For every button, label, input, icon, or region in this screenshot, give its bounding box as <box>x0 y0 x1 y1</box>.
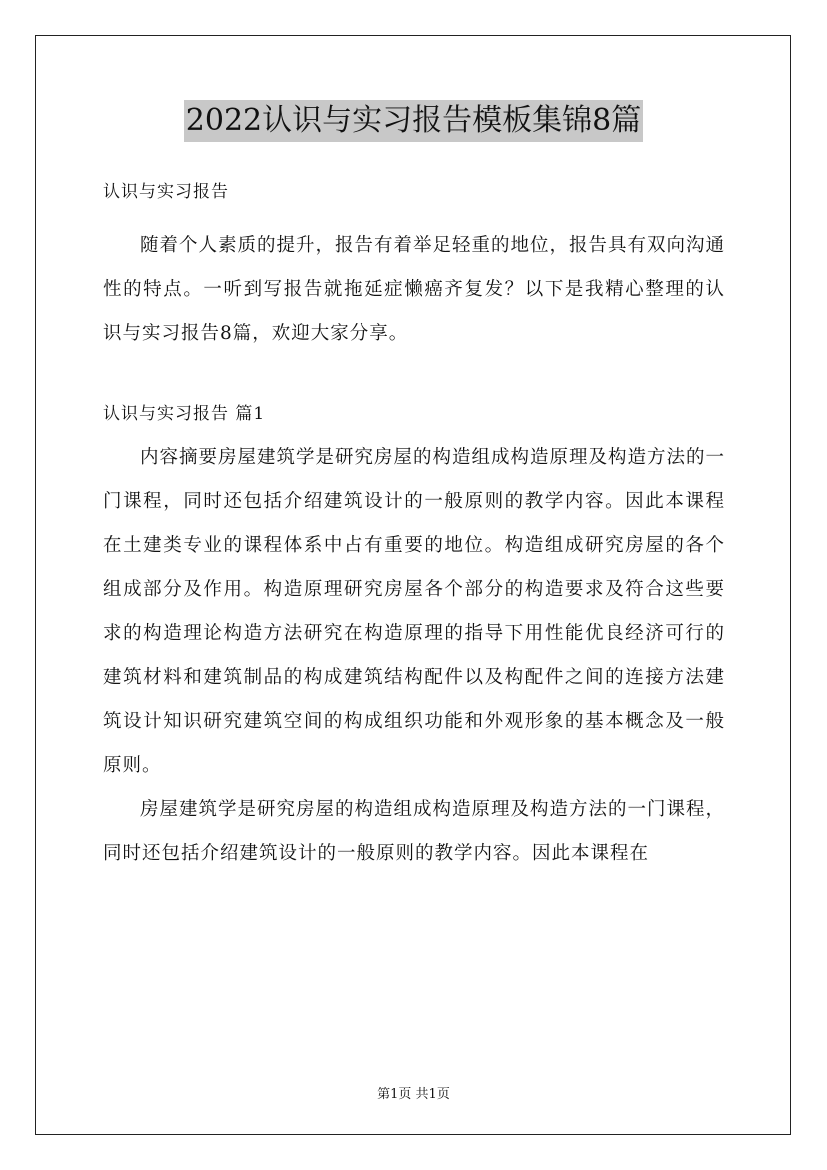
section-1-paragraph-2: 房屋建筑学是研究房屋的构造组成构造原理及构造方法的一门课程，同时还包括介绍建筑设计的一般原则的教学内容。因此本课程在 <box>103 799 726 864</box>
document-title: 2022认识与实习报告模板集锦8篇 <box>184 100 643 142</box>
page-footer: 第1页 共1页 <box>377 1087 450 1102</box>
spacer <box>103 356 725 392</box>
intro-heading: 认识与实习报告 <box>103 182 229 202</box>
title-area <box>0 100 827 142</box>
section-1-heading: 认识与实习报告 篇1 <box>103 404 266 424</box>
document-body <box>103 170 725 876</box>
section-1-paragraph-1: 内容摘要房屋建筑学是研究房屋的构造组成构造原理及构造方法的一门课程，同时还包括介绍建筑设计的一般原则的教学内容。因此本课程在土建类专业的课程体系中占有重要的地位。构造组成研究房屋的各个组成部分及作用。构造原理研究房屋各个部分的构造要求及符合这些要求的构造理论构造方法研究在构造原理的指导下用性能优良经济可行的建筑材料和建筑制品的构成建筑结构配件以及构配件之间的连接方法建筑设计知识研究建筑空间的构成组织功能和外观形象的基本概念及一般原则。 <box>103 447 726 776</box>
intro-paragraph: 随着个人素质的提升，报告有着举足轻重的地位，报告具有双向沟通性的特点。一听到写报告就拖延症懒癌齐复发？以下是我精心整理的认识与实习报告8篇，欢迎大家分享。 <box>103 235 726 344</box>
spacer <box>103 214 725 224</box>
